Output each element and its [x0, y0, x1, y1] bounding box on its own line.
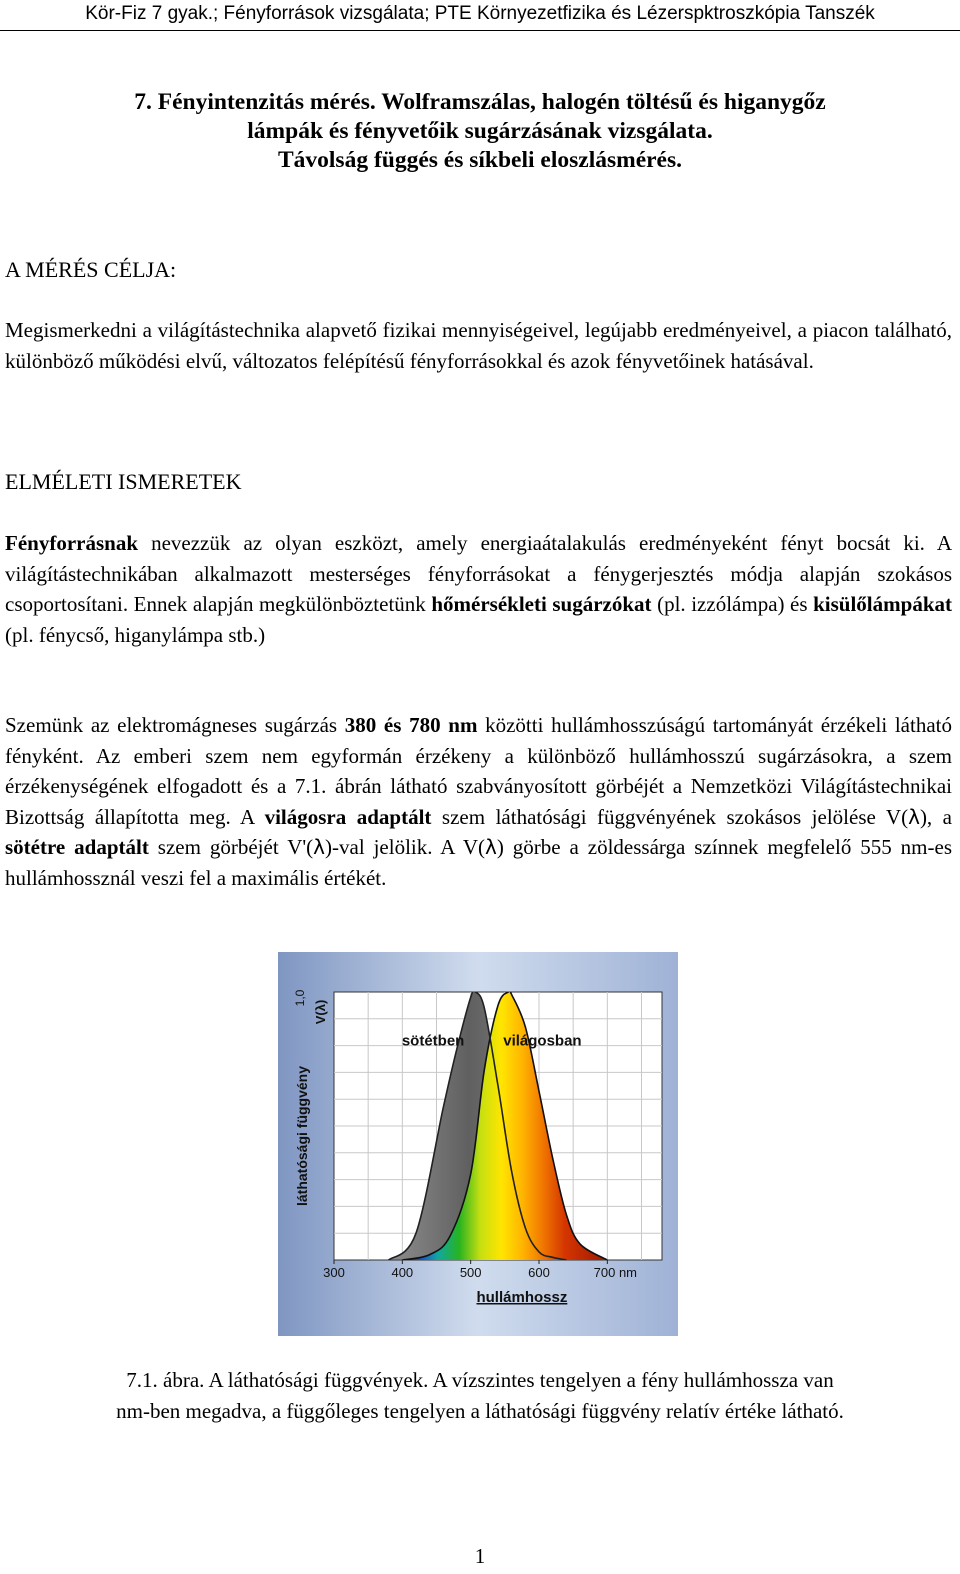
document-title	[0, 88, 960, 175]
page-header: Kör-Fiz 7 gyak.; Fényforrások vizsgálata; PTE Környezetfizika és Lézerspktroszkópia Tanszék	[0, 0, 960, 31]
x-tick-label: 600	[528, 1265, 550, 1280]
range-380-780: 380 és 780 nm	[344, 713, 478, 737]
goal-paragraph: Megismerkedni a világítástechnika alapvető fizikai mennyiségeivel, legújabb eredményeivel, a piacon található, különböző működési elvű, változatos felépítésű fényforrásokkal és azok fényvetőinek hatásával.	[5, 318, 952, 373]
y-axis-symbol: V(λ)	[313, 999, 328, 1025]
goal-heading: A MÉRÉS CÉLJA:	[5, 257, 177, 282]
term-homersekleti: hőmérsékleti sugárzókat	[431, 592, 652, 616]
x-tick-label: 700 nm	[593, 1265, 638, 1280]
series-label-sotetben: sötétben	[401, 1032, 465, 1050]
light-source-paragraph: Fényforrásnak nevezzük az olyan eszközt, amely energiaátalakulás eredményeként fényt bocsát ki. A világítástechnikában alkalmazott mesterséges fényforrásokat a fénygerjesztés módja alapján szokásos csoportosítani. Ennek alapján megkülönböztetünk hőmérsékleti sugárzókat (pl. izzólámpa) és kisülőlámpákat (pl. fénycső, higanylámpa stb.)	[5, 531, 952, 647]
y-axis-label: láthatósági függvény	[294, 1065, 310, 1207]
series-label-vilagosban: világosban	[503, 1032, 582, 1050]
visibility-chart-svg	[278, 952, 678, 1336]
term-fenyforras: Fényforrásnak	[5, 531, 138, 555]
term-kisulolampa: kisülőlámpákat	[813, 592, 952, 616]
figure-caption	[0, 1365, 960, 1427]
visibility-chart	[278, 952, 678, 1336]
x-axis-label: hullámhossz	[476, 1289, 568, 1306]
title-line-2: lámpák és fényvetőik sugárzásának vizsgálata.	[247, 118, 713, 144]
term-vilagosra: világosra adaptált	[264, 804, 432, 829]
title-line-1: 7. Fényintenzitás mérés. Wolframszálas, halogén töltésű és higanygőz	[134, 89, 826, 115]
y-tick-label-top: 1,0	[293, 989, 307, 1007]
caption-line-1: 7.1. ábra. A láthatósági függvények. A vízszintes tengelyen a fény hullámhossza van	[126, 1368, 834, 1392]
theory-heading: ELMÉLETI ISMERETEK	[5, 469, 242, 494]
x-tick-label: 500	[459, 1265, 482, 1280]
term-sotetre: sötétre adaptált	[5, 835, 149, 859]
x-tick-label: 300	[323, 1265, 345, 1280]
title-line-3: Távolság függés és síkbeli eloszlásmérés.	[277, 147, 683, 173]
visibility-paragraph: Szemünk az elektromágneses sugárzás 380 és 780 nm közötti hullámhosszúságú tartományát érzékeli látható fényként. Az emberi szem nem egyformán érzékeny a különböző hullámhosszú sugárzásokra, a szem érzékenységének elfogadott és a 7.1. ábrán látható szabványosított görbéjét a Nemzetközi Világítástechnikai Bizottság állapította meg. A világosra adaptált szem láthatósági függvényének szokásos jelölése V(λ), a sötétre adaptált szem görbéjét V'(λ)-val jelölik. A V(λ) görbe a zöldessárga színnek megfelelő 555 nm-es hullámhossznál veszi fel a maximális értékét.	[5, 713, 953, 890]
x-tick-label: 400	[391, 1265, 414, 1280]
page-number: 1	[474, 1544, 486, 1568]
caption-line-2: nm-ben megadva, a függőleges tengelyen a láthatósági függvény relatív értéke látható.	[116, 1399, 844, 1423]
